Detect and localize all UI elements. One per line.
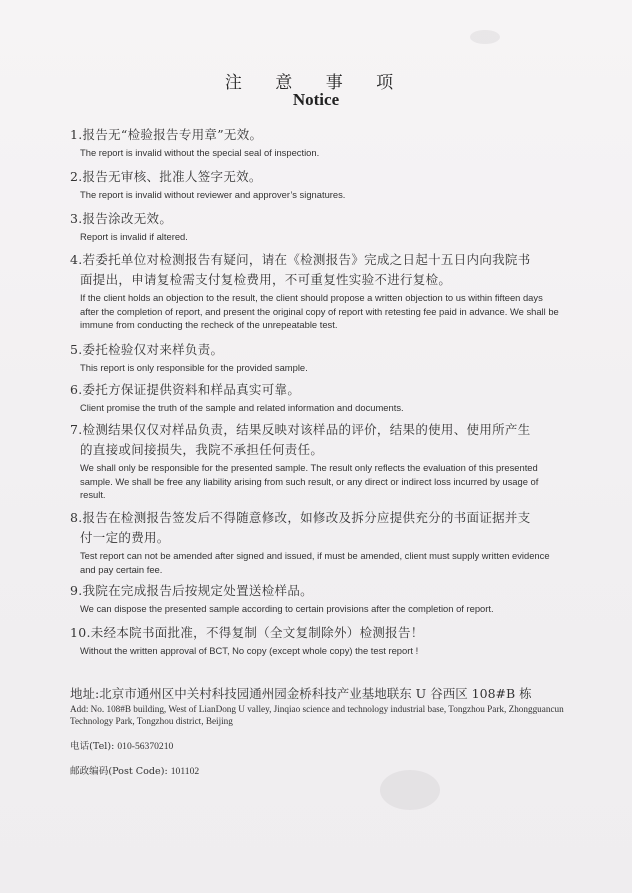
post-code <box>70 763 199 777</box>
notice-item-en: If the client holds an objection to the result, the client should propose a written objection to us within fifteen days after the completion of report, and present the original copy of report with retesting fee paid in advance. We shall be immune from conducting the recheck of the unrepeatable test. <box>80 292 559 330</box>
notice-item-cn: 6.委托方保证提供资料和样品真实可靠。 <box>70 382 301 397</box>
page-title-en: Notice <box>292 90 340 109</box>
notice-item-cn: 10.未经本院书面批准，不得复制（全文复制除外）检测报告！ <box>70 625 424 640</box>
notice-item-7 <box>70 420 560 502</box>
address-block <box>70 685 570 727</box>
notice-item-en: Client promise the truth of the sample and related information and documents. <box>80 402 404 413</box>
telephone <box>70 738 173 752</box>
notice-item-1 <box>70 125 560 160</box>
smudge-mark <box>380 770 440 810</box>
notice-item-cn: 付一定的费用。 <box>80 530 170 545</box>
notice-item-cn: 1.报告无“检验报告专用章”无效。 <box>70 127 263 142</box>
notice-item-2 <box>70 167 560 202</box>
notice-item-6 <box>70 380 560 415</box>
notice-item-cn: 8.报告在检测报告签发后不得随意修改，如修改及拆分应提供充分的书面证据并支 <box>70 510 531 525</box>
post-code-value: 101102 <box>170 766 200 777</box>
notice-item-3 <box>70 209 560 244</box>
notice-item-cn: 7.检测结果仅仅对样品负责，结果反映对该样品的评价，结果的使用、使用所产生 <box>70 422 531 437</box>
notice-item-cn: 2.报告无审核、批准人签字无效。 <box>70 169 262 184</box>
notice-item-en: Test report can not be amended after signed and issued, if must be amended, client must supply written evidence and pay certain fee. <box>80 550 550 575</box>
notice-item-cn: 的直接或间接损失，我院不承担任何责任。 <box>80 442 324 457</box>
page-title-cn: 注 意 事 项 <box>224 73 408 93</box>
notice-item-cn: 4.若委托单位对检测报告有疑问，请在《检测报告》完成之日起十五日内向我院书 <box>70 252 531 267</box>
notice-item-4 <box>70 250 560 332</box>
notice-item-cn: 3.报告涂改无效。 <box>70 211 173 226</box>
notice-item-cn: 9.我院在完成报告后按规定处置送检样品。 <box>70 583 313 598</box>
notice-item-en: We can dispose the presented sample according to certain provisions after the completion of report. <box>80 603 494 614</box>
smudge-mark <box>470 30 500 44</box>
notice-item-en: We shall only be responsible for the presented sample. The result only reflects the evaluation of this presented sample. We shall be free any liability arising from such result, or any direct or indirect loss incurred by usage of result. <box>80 462 539 500</box>
post-code-label: 邮政编码(Post Code): <box>70 766 171 777</box>
notice-item-cn: 面提出，申请复检需支付复检费用，不可重复性实验不进行复检。 <box>80 272 452 287</box>
telephone-value: 010-56370210 <box>117 741 174 752</box>
notice-item-9 <box>70 581 560 616</box>
telephone-label: 电话(Tel): <box>70 741 118 752</box>
address-en: Add: No. 108#B building, West of LianDong U valley, Jinqiao science and technology industrial base, Tongzhou Park, Zhongguancun Technology Park, Tongzhou district, Beijing <box>70 704 564 726</box>
notice-item-8 <box>70 508 560 576</box>
notice-item-en: The report is invalid without reviewer and approver’s signatures. <box>80 189 346 200</box>
notice-item-5 <box>70 340 560 375</box>
notice-item-en: This report is only responsible for the provided sample. <box>80 362 308 373</box>
notice-item-cn: 5.委托检验仅对来样负责。 <box>70 342 224 357</box>
notice-item-10 <box>70 623 560 658</box>
notice-item-en: The report is invalid without the special seal of inspection. <box>80 147 320 158</box>
notice-item-en: Report is invalid if altered. <box>80 231 188 242</box>
notice-item-en: Without the written approval of BCT, No copy (except whole copy) the test report ! <box>80 645 419 656</box>
address-cn: 地址:北京市通州区中关村科技园通州园金桥科技产业基地联东 U 谷西区 108#B 栋 <box>70 686 532 701</box>
